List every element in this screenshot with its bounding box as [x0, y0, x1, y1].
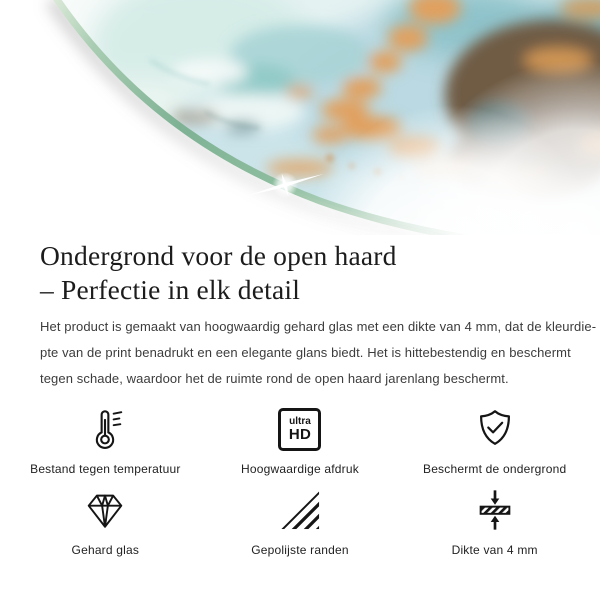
ultra-hd-icon: [278, 406, 321, 452]
feature-label: Hoogwaardige afdruk: [241, 462, 359, 476]
product-image: [0, 0, 600, 235]
features-grid: [8, 406, 592, 557]
feature-label: Beschermt de ondergrond: [422, 462, 567, 476]
polished-edges-icon: [277, 487, 323, 533]
feature-label: Dikte van 4 mm: [451, 543, 538, 557]
title-line-2: – Perfectie in elk detail: [40, 274, 301, 305]
feature-temperature: [8, 406, 203, 476]
description-line: tegen schade, waardoor het de ruimte rond de open haard jarenlang beschermt.: [40, 371, 509, 386]
thickness-icon: [472, 487, 518, 533]
diamond-icon: [82, 487, 128, 533]
ultra-hd-text-bottom: HD: [288, 425, 312, 443]
feature-thickness: [397, 487, 592, 557]
thermometer-icon: [82, 406, 128, 452]
ultra-hd-text-top: ultra: [289, 415, 311, 427]
feature-label: Gepolijste randen: [251, 543, 349, 557]
description-line: Het product is gemaakt van hoogwaardig gehard glas met een dikte van 4 mm, dat de kleurdie-: [40, 319, 597, 334]
feature-tempered-glass: [8, 487, 203, 557]
shield-check-icon: [472, 406, 518, 452]
feature-protection: [397, 406, 592, 476]
page-title: [40, 239, 560, 307]
title-line-1: Ondergrond voor de open haard: [40, 240, 397, 271]
feature-print-quality: [203, 406, 398, 476]
feature-label: Gehard glas: [71, 543, 140, 557]
description-line: pte van de print benadrukt en een elegante glans biedt. Het is hittebestendig en beschermt: [40, 345, 571, 360]
glass-panel-image: [0, 0, 600, 235]
product-description: [40, 314, 597, 392]
feature-polished-edges: [203, 487, 398, 557]
feature-label: Bestand tegen temperatuur: [30, 462, 181, 476]
